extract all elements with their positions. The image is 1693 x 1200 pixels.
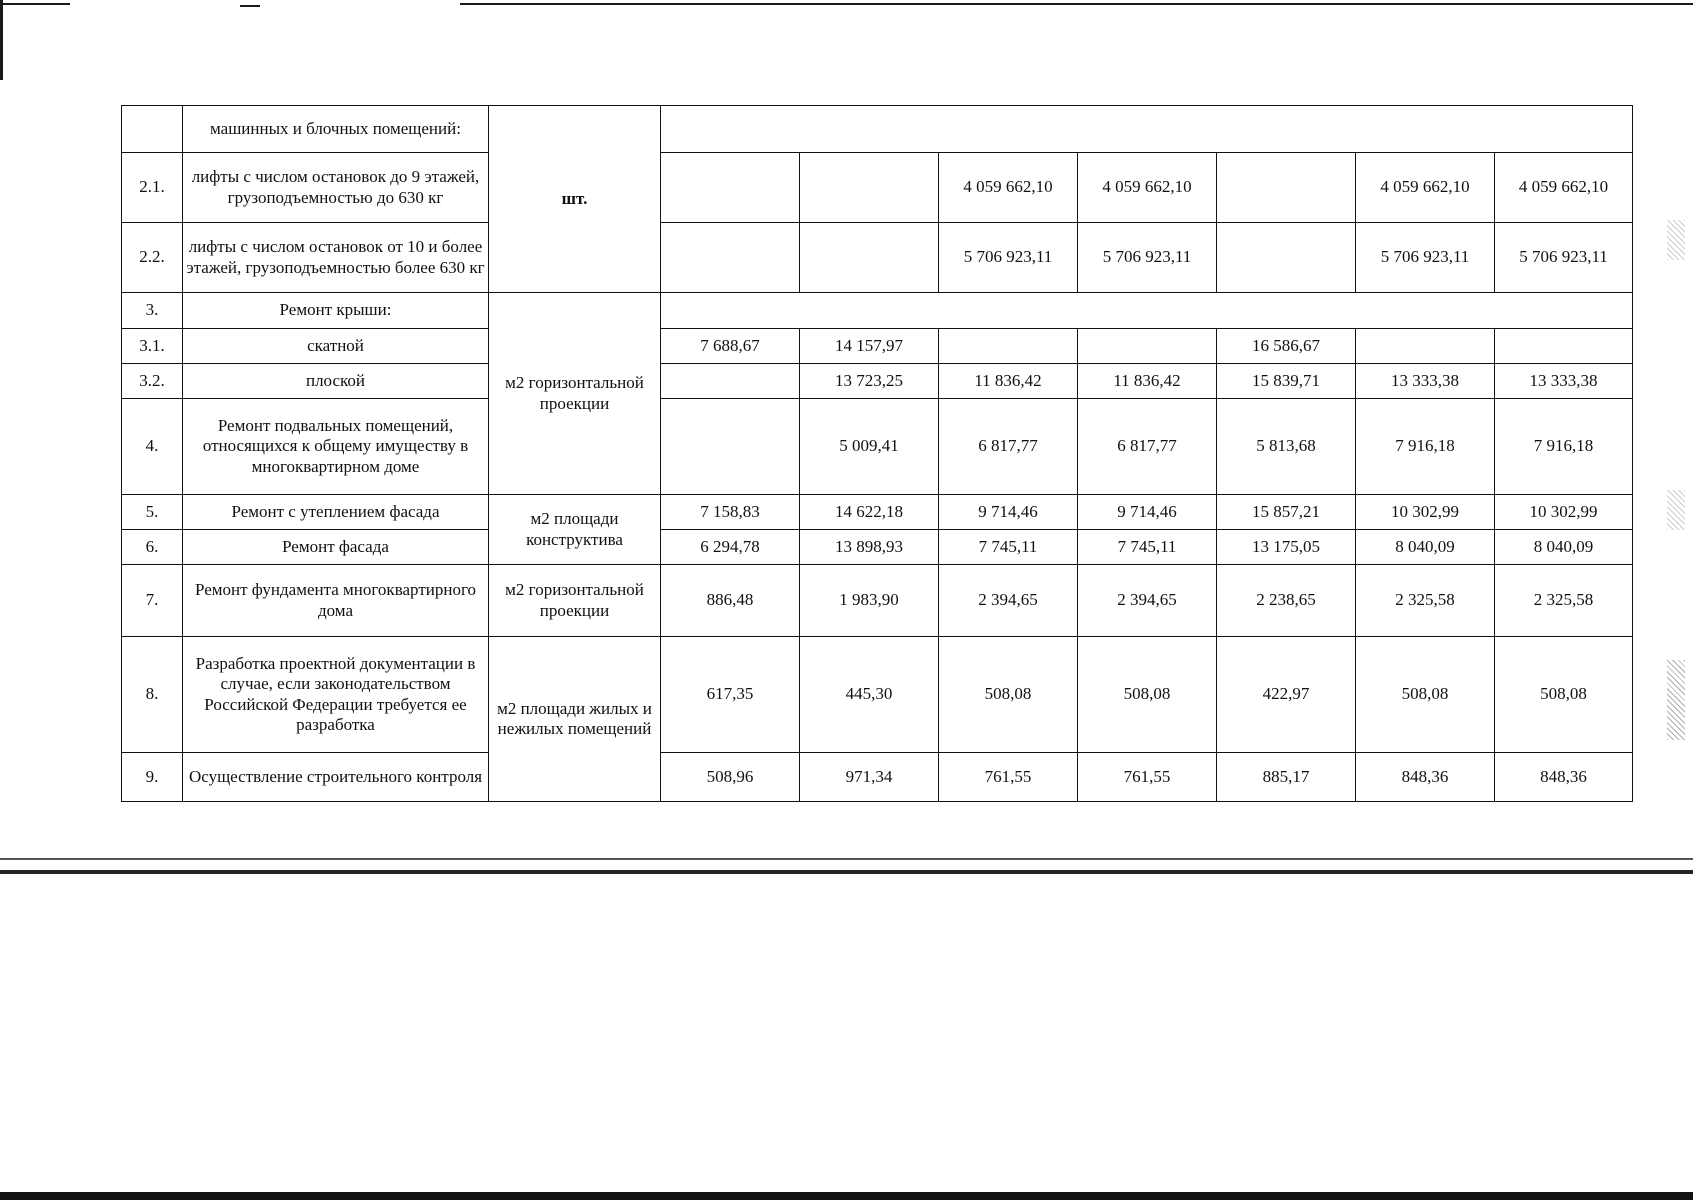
value-cell [800,223,939,293]
value-cell: 4 059 662,10 [939,153,1078,223]
table-row [122,753,1633,802]
value-cell: 7 158,83 [661,495,800,530]
work-type-cell: Осуществление строительного контроля [183,753,489,802]
value-cell: 10 302,99 [1495,495,1633,530]
value-cell: 6 294,78 [661,530,800,565]
separator-line [0,870,1693,874]
value-cell: 2 394,65 [1078,565,1217,637]
unit-cell: м2 площади жилых и нежилых помещений [489,637,661,802]
value-cell: 7 745,11 [939,530,1078,565]
value-cell: 5 706 923,11 [1356,223,1495,293]
value-cell: 886,48 [661,565,800,637]
row-number-cell: 3.1. [122,329,183,364]
unit-cell: м2 горизонтальной проекции [489,565,661,637]
row-number-cell: 8. [122,637,183,753]
row-number-cell: 9. [122,753,183,802]
value-cell: 13 175,05 [1217,530,1356,565]
row-number-cell: 3.2. [122,364,183,399]
table-row [122,293,1633,329]
unit-cell: м2 площади конструктива [489,495,661,565]
scan-border-line [240,5,260,7]
work-type-cell: Ремонт фасада [183,530,489,565]
value-cell: 422,97 [1217,637,1356,753]
value-cell: 13 898,93 [800,530,939,565]
value-cell [1217,223,1356,293]
value-cell: 508,08 [939,637,1078,753]
value-cell [661,399,800,495]
unit-cell: м2 горизонтальной проекции [489,293,661,495]
value-cell: 848,36 [1495,753,1633,802]
value-cell: 761,55 [1078,753,1217,802]
value-cell: 2 238,65 [1217,565,1356,637]
value-cell [1217,153,1356,223]
value-cell: 7 916,18 [1356,399,1495,495]
work-type-cell: лифты с числом остановок до 9 этажей, грузоподъемностью до 630 кг [183,153,489,223]
value-cell: 14 157,97 [800,329,939,364]
work-type-cell: плоской [183,364,489,399]
table-row [122,399,1633,495]
value-cell [800,153,939,223]
table-row [122,364,1633,399]
work-type-cell: машинных и блочных помещений: [183,106,489,153]
scan-border-line [0,3,70,5]
table-row [122,637,1633,753]
value-cell: 5 706 923,11 [1078,223,1217,293]
value-cell: 16 586,67 [1217,329,1356,364]
work-type-cell: Ремонт подвальных помещений, относящихся к общему имуществу в многоквартирном доме [183,399,489,495]
value-cell: 13 723,25 [800,364,939,399]
value-cell: 15 839,71 [1217,364,1356,399]
value-cell: 2 325,58 [1356,565,1495,637]
value-cell: 885,17 [1217,753,1356,802]
value-cell: 5 706 923,11 [939,223,1078,293]
work-type-cell: лифты с числом остановок от 10 и более этажей, грузоподъемностью более 630 кг [183,223,489,293]
table-row [122,495,1633,530]
value-cell: 15 857,21 [1217,495,1356,530]
row-number-cell: 7. [122,565,183,637]
value-cell: 10 302,99 [1356,495,1495,530]
value-cell: 11 836,42 [1078,364,1217,399]
work-type-cell: Ремонт крыши: [183,293,489,329]
value-cell: 11 836,42 [939,364,1078,399]
value-cell: 4 059 662,10 [1078,153,1217,223]
row-number-cell: 2.1. [122,153,183,223]
row-number-cell: 2.2. [122,223,183,293]
value-cell: 508,96 [661,753,800,802]
cost-table [121,105,1633,802]
value-cell: 445,30 [800,637,939,753]
table-row [122,153,1633,223]
table-row [122,565,1633,637]
value-cell: 1 983,90 [800,565,939,637]
value-cell [1356,329,1495,364]
value-cell: 8 040,09 [1495,530,1633,565]
table-row [122,106,1633,153]
value-cell: 5 009,41 [800,399,939,495]
value-cell: 508,08 [1078,637,1217,753]
value-cell: 6 817,77 [1078,399,1217,495]
scan-noise [1667,220,1685,260]
value-cell [661,153,800,223]
scan-edge-line [0,0,3,80]
separator-line [0,858,1693,860]
table-row [122,223,1633,293]
value-cell [661,223,800,293]
unit-cell: шт. [489,106,661,293]
value-cell: 2 325,58 [1495,565,1633,637]
value-cell: 971,34 [800,753,939,802]
work-type-cell: Ремонт с утеплением фасада [183,495,489,530]
row-number-cell [122,106,183,153]
value-cell: 761,55 [939,753,1078,802]
value-cell: 508,08 [1495,637,1633,753]
work-type-cell: скатной [183,329,489,364]
value-cell: 2 394,65 [939,565,1078,637]
work-type-cell: Разработка проектной документации в случае, если законодательством Российской Федерации требуется ее разработка [183,637,489,753]
row-number-cell: 6. [122,530,183,565]
value-cell: 7 745,11 [1078,530,1217,565]
scan-noise [1667,490,1685,530]
value-cell: 14 622,18 [800,495,939,530]
empty-merged-cell [661,106,1633,153]
value-cell [1078,329,1217,364]
value-cell: 7 688,67 [661,329,800,364]
work-type-cell: Ремонт фундамента многоквартирного дома [183,565,489,637]
value-cell: 9 714,46 [939,495,1078,530]
scan-noise [1667,660,1685,740]
value-cell: 13 333,38 [1356,364,1495,399]
value-cell [1495,329,1633,364]
row-number-cell: 5. [122,495,183,530]
empty-merged-cell [661,293,1633,329]
value-cell: 9 714,46 [1078,495,1217,530]
value-cell: 5 813,68 [1217,399,1356,495]
table-row [122,530,1633,565]
scan-border-line [460,3,1693,5]
row-number-cell: 3. [122,293,183,329]
value-cell [661,364,800,399]
value-cell: 7 916,18 [1495,399,1633,495]
value-cell: 617,35 [661,637,800,753]
row-number-cell: 4. [122,399,183,495]
value-cell: 6 817,77 [939,399,1078,495]
value-cell: 13 333,38 [1495,364,1633,399]
value-cell: 848,36 [1356,753,1495,802]
value-cell: 4 059 662,10 [1356,153,1495,223]
value-cell: 4 059 662,10 [1495,153,1633,223]
value-cell [939,329,1078,364]
value-cell: 8 040,09 [1356,530,1495,565]
scan-bottom-edge [0,1192,1693,1200]
table-row [122,329,1633,364]
value-cell: 5 706 923,11 [1495,223,1633,293]
value-cell: 508,08 [1356,637,1495,753]
